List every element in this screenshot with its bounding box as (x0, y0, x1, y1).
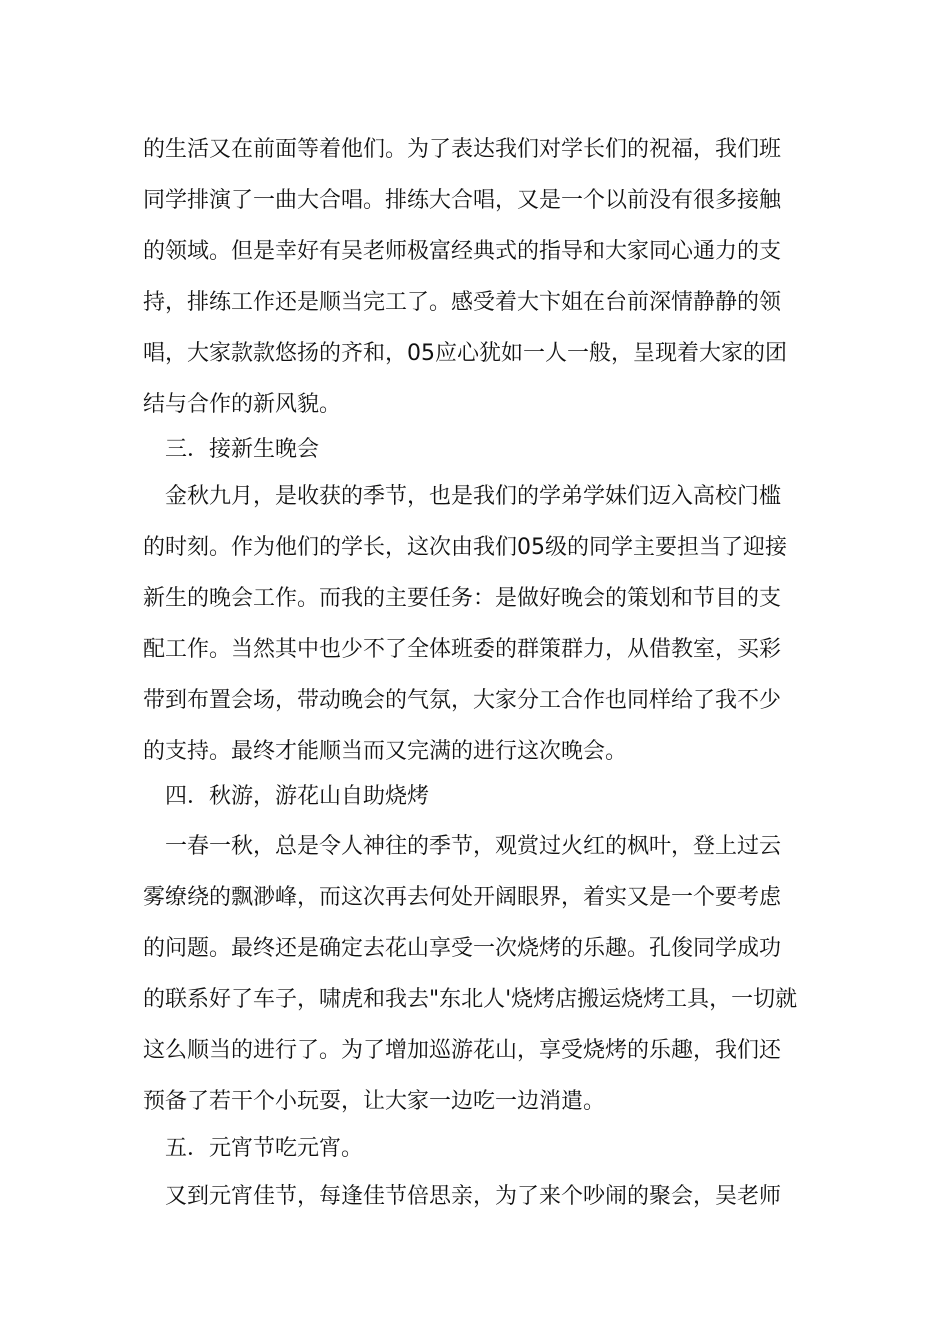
section-heading: 五．元宵节吃元宵。 (165, 1136, 364, 1161)
body-text-line: 带到布置会场，带动晚会的气氛，大家分工合作也同样给了我不少 (143, 688, 782, 713)
body-text-line: 又到元宵佳节，每逢佳节倍思亲，为了来个吵闹的聚会，吴老师 (165, 1184, 782, 1209)
body-text-line: 配工作。当然其中也少不了全体班委的群策群力，从借教室，买彩 (143, 637, 782, 662)
section-heading: 三．接新生晚会 (165, 437, 320, 462)
body-text-line: 一春一秋，总是令人神往的季节，观赏过火红的枫叶，登上过云 (165, 834, 782, 859)
body-text-line: 同学排演了一曲大合唱。排练大合唱，又是一个以前没有很多接触 (143, 188, 782, 213)
body-text-line: 的支持。最终才能顺当而又完满的进行这次晚会。 (143, 739, 628, 764)
body-text-line: 预备了若干个小玩耍，让大家一边吃一边消遣。 (143, 1089, 606, 1114)
body-text-line: 结与合作的新风貌。 (143, 392, 342, 417)
section-heading: 四．秋游，游花山自助烧烤 (165, 784, 430, 809)
body-text-line: 雾缭绕的飘渺峰，而这次再去何处开阔眼界，着实又是一个要考虑 (143, 885, 782, 910)
body-text-line: 金秋九月，是收获的季节，也是我们的学弟学妹们迈入高校门槛 (165, 484, 782, 509)
body-text-line: 的时刻。作为他们的学长，这次由我们05级的同学主要担当了迎接 (143, 535, 787, 560)
body-text-line: 的生活又在前面等着他们。为了表达我们对学长们的祝福，我们班 (143, 137, 782, 162)
body-text-line: 唱，大家款款悠扬的齐和，05应心犹如一人一般，呈现着大家的团 (143, 341, 787, 366)
body-text-line: 新生的晚会工作。而我的主要任务：是做好晚会的策划和节目的支 (143, 586, 782, 611)
body-text-line: 的领域。但是幸好有吴老师极富经典式的指导和大家同心通力的支 (143, 239, 782, 264)
body-text-line: 的问题。最终还是确定去花山享受一次烧烤的乐趣。孔俊同学成功 (143, 936, 782, 961)
body-text-line: 的联系好了车子，啸虎和我去"东北人'烧烤店搬运烧烤工具，一切就 (143, 987, 798, 1012)
body-text-line: 这么顺当的进行了。为了增加巡游花山，享受烧烤的乐趣，我们还 (143, 1038, 782, 1063)
body-text-line: 持，排练工作还是顺当完工了。感受着大卞姐在台前深情静静的领 (143, 290, 782, 315)
